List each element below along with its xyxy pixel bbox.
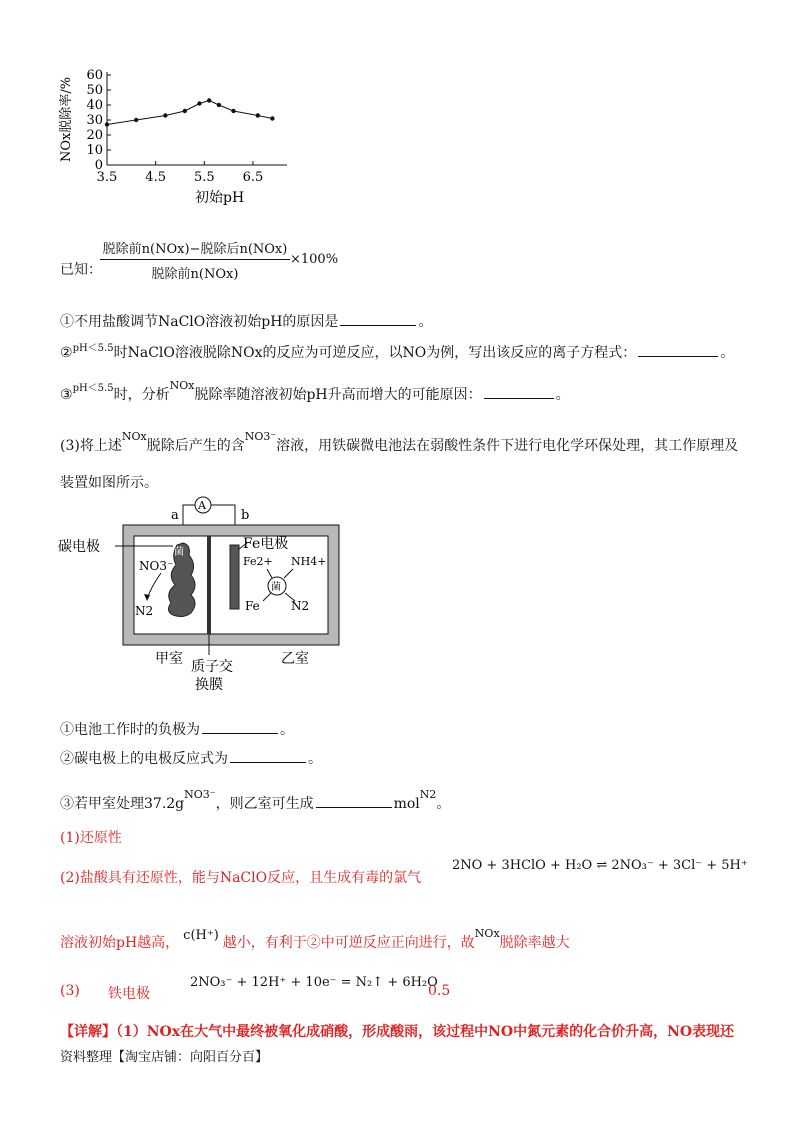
fe-electrode-label: Fe电极 xyxy=(243,536,289,552)
nox-label: NOx xyxy=(169,379,195,392)
ph-condition: pH＜5.5 xyxy=(72,343,114,354)
y-tick-label: 0 xyxy=(94,158,103,173)
q3-intro: (3)将上述$^{NOx}$脱除后产生的含$^{NO3^-}$溶液，用铁碳微电池法在弱酸性条件下进行电化学环保处理，其工作原理及 xyxy=(60,430,739,454)
nox-label: NOx xyxy=(474,927,500,940)
answer-blank xyxy=(230,750,306,763)
fraction-numerator: 脱除前n(NOx)−脱除后n(NOx) xyxy=(100,238,290,260)
h-concentration: c(H⁺) xyxy=(183,928,219,943)
footer-text: 资料整理【淘宝店铺：向阳百分百】 xyxy=(60,1050,269,1065)
q2-item-1: ①不用盐酸调节NaClO溶液初始pH的原因是 。 xyxy=(60,314,433,330)
answer-2-equation: 2NO + 3HClO + H₂O ⇌ 2NO₃⁻ + 3Cl⁻ + 5H⁺ xyxy=(452,858,748,873)
answer-3-negative: 铁电极 xyxy=(108,986,150,1002)
fraction-denominator: 脱除前n(NOx) xyxy=(151,267,239,282)
no3-left-label: NO3⁻ xyxy=(139,559,174,573)
x-axis-label: 初始pH xyxy=(195,190,245,206)
answer-blank xyxy=(484,386,554,399)
data-point xyxy=(207,98,211,102)
answer-3-value: 0.5 xyxy=(428,983,451,999)
x-tick-label: 5.5 xyxy=(193,170,215,185)
electrochemical-cell-diagram xyxy=(55,495,355,695)
n2-right-label: N2 xyxy=(291,599,310,613)
data-point xyxy=(105,122,109,126)
series-line xyxy=(107,101,272,125)
ammeter-label: A xyxy=(198,499,206,512)
membrane-label: 质子交 xyxy=(191,659,233,675)
answer-blank xyxy=(316,795,392,808)
x-tick-label: 3.5 xyxy=(96,170,118,185)
bacteria-label: 菌 xyxy=(174,547,184,558)
terminal-a: a xyxy=(171,508,179,523)
q3-item-3: ③若甲室处理$37.2g^{NO3^-}$，则乙室可生成 mol$^{N2}$。 xyxy=(60,788,451,812)
q3-item-1: ①电池工作时的负极为 。 xyxy=(60,722,294,738)
y-tick-label: 30 xyxy=(86,113,103,128)
n2-left-label: N2 xyxy=(135,604,154,618)
formula-prefix: 已知： xyxy=(60,262,102,278)
bacteria-right-label: 菌 xyxy=(271,582,281,593)
fe2-label: Fe2+ xyxy=(243,555,273,568)
external-wire xyxy=(183,505,195,518)
ph-condition: pH＜5.5 xyxy=(72,383,114,394)
answer-3-equation: 2NO₃⁻ + 12H⁺ + 10e⁻ = N₂↑ + 6H₂O xyxy=(190,975,438,990)
data-point xyxy=(134,118,138,122)
fe-label: Fe xyxy=(245,599,260,613)
data-point xyxy=(183,109,187,113)
q3-item-2: ②碳电极上的电极反应式为 。 xyxy=(60,751,322,767)
room-b-label: 乙室 xyxy=(281,651,309,667)
data-point xyxy=(231,109,235,113)
membrane-label-2: 换膜 xyxy=(195,677,223,693)
nox-label: NOx xyxy=(121,430,147,443)
answer-2-cont: 溶液初始pH越高， c(H⁺) 越小，有利于②中可逆反应正向进行，故$^{NOx}$脱除率越大 xyxy=(60,927,570,951)
y-tick-label: 20 xyxy=(86,128,103,143)
answer-blank xyxy=(202,721,278,734)
q2-item-3: ③$^{pH<5.5}$时，分析$^{NOx}$脱除率随溶液初始pH升高而增大的可能原因： 。 xyxy=(60,379,570,403)
nox-removal-chart xyxy=(55,62,295,212)
answer-3: (3) xyxy=(60,983,80,999)
fe-electrode xyxy=(230,545,239,609)
carbon-electrode-label: 碳电极 xyxy=(58,539,100,555)
x-tick-label: 4.5 xyxy=(145,170,166,185)
answer-blank xyxy=(638,344,718,357)
data-point xyxy=(217,103,221,107)
detail-paragraph: 【详解】（1）NOx在大气中最终被氧化成硝酸，形成酸雨，该过程中NO中氮元素的化合价升高，NO表现还 xyxy=(60,1024,735,1040)
x-tick-label: 6.5 xyxy=(242,170,264,185)
answer-blank xyxy=(340,313,416,326)
y-tick-label: 10 xyxy=(86,143,103,158)
answer-2: (2)盐酸具有还原性，能与NaClO反应，且生成有毒的氯气 xyxy=(60,870,422,886)
data-point xyxy=(270,116,274,120)
nh4-label: NH4+ xyxy=(291,555,327,568)
answer-1: (1)还原性 xyxy=(60,830,122,846)
q3-intro-cont: 装置如图所示。 xyxy=(60,475,158,491)
removal-rate-fraction xyxy=(100,238,290,282)
data-point xyxy=(256,113,260,117)
q2-item-2: ②$^{pH<5.5}$时NaClO溶液脱除NOx的反应为可逆反应，以NO为例，写出该反应的离子方程式： 。 xyxy=(60,343,735,361)
no3-label: NO3⁻ xyxy=(244,430,277,443)
y-tick-label: 50 xyxy=(86,83,103,98)
proton-exchange-membrane xyxy=(207,536,211,634)
y-tick-label: 60 xyxy=(86,68,103,83)
room-a-label: 甲室 xyxy=(155,651,183,667)
y-tick-label: 40 xyxy=(86,98,103,113)
data-point xyxy=(163,113,167,117)
data-point xyxy=(197,101,201,105)
formula-suffix: ×100% xyxy=(290,252,339,267)
y-axis-label: NOx脱除率/% xyxy=(59,76,74,162)
no3-label: NO3⁻ xyxy=(184,788,216,801)
n2-label: N2 xyxy=(419,788,437,801)
terminal-b: b xyxy=(241,508,250,523)
